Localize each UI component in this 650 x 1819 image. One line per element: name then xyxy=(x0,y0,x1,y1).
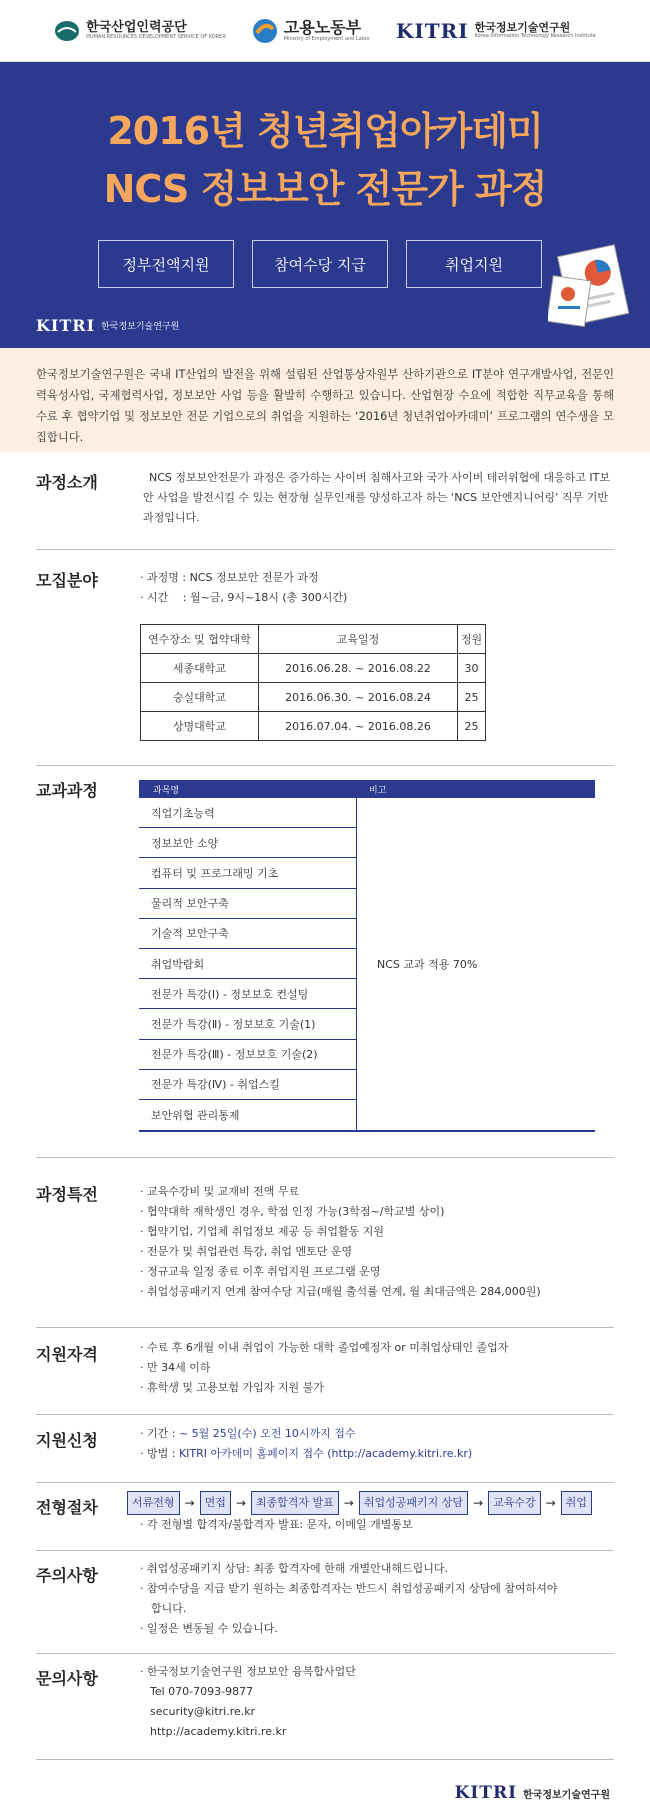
contact-org: · 한국정보기술연구원 정보보안 융복합사업단 xyxy=(140,1665,356,1678)
divider xyxy=(36,1157,614,1158)
process-section xyxy=(36,1491,614,1535)
list-item: 물리적 보안구축 xyxy=(139,889,357,919)
recruit-title: 모집분야 xyxy=(36,571,98,590)
cell-capacity: 25 xyxy=(458,712,486,741)
curriculum-head-note: 비고 xyxy=(369,785,387,796)
contact-website[interactable]: http://academy.kitri.re.kr xyxy=(150,1725,287,1738)
hero-banner xyxy=(0,62,650,348)
list-item: 컴퓨터 및 프로그래밍 기초 xyxy=(139,858,357,888)
kitri-name: 한국정보기술연구원 xyxy=(474,20,571,34)
eligibility-list xyxy=(140,1338,612,1398)
arrow-right-icon: → xyxy=(184,1496,195,1510)
overview-text: NCS 정보보안전문가 과정은 증가하는 사이버 침해사고와 국가 사이버 테러위협에 대응하고 IT보안 사업을 발전시킬 수 있는 현장형 실무인재를 양성하고자 하는 ‘NCS 보안엔지니어링’ 직무 기반 과정입니다. xyxy=(143,471,610,524)
eligibility-title: 지원자격 xyxy=(36,1345,98,1364)
banner-kitri-logo xyxy=(36,316,179,335)
table-row xyxy=(141,654,486,683)
step-package-consult: 취업성공패키지 상담 xyxy=(359,1491,468,1515)
apply-period xyxy=(140,1424,612,1444)
arrow-right-icon: → xyxy=(545,1496,556,1510)
hrdk-logo xyxy=(54,20,226,42)
cell-schedule: 2016.07.04. ~ 2016.08.26 xyxy=(259,712,458,741)
divider xyxy=(36,1414,614,1415)
overview-section xyxy=(36,468,614,528)
list-item: · 만 34세 이하 xyxy=(140,1361,211,1374)
footer-kitri-logo xyxy=(455,1783,610,1803)
list-item: 합니다. xyxy=(140,1602,187,1615)
notice-title: 주의사항 xyxy=(36,1566,98,1585)
divider xyxy=(36,549,614,550)
apply-method-label: · 방법 : xyxy=(140,1447,179,1460)
table-header-row xyxy=(141,625,486,654)
divider xyxy=(36,1759,614,1760)
contact-title: 문의사항 xyxy=(36,1669,98,1688)
contact-tel: Tel 070-7093-9877 xyxy=(150,1685,254,1698)
apply-period-label: · 기간 : xyxy=(140,1427,179,1440)
list-item: 취업박람회 xyxy=(139,949,357,979)
list-item: · 교육수강비 및 교재비 전액 무료 xyxy=(140,1185,300,1198)
chip-job-support: 취업지원 xyxy=(406,240,542,288)
curriculum-header xyxy=(139,780,595,798)
recruit-course: · 과정명 : NCS 정보보안 전문가 과정 xyxy=(140,571,319,584)
curriculum-note: NCS 교과 적용 70% xyxy=(377,958,478,972)
features-section xyxy=(36,1182,614,1302)
recruit-info xyxy=(140,568,612,608)
list-item: · 휴학생 및 고용보험 가입자 지원 불가 xyxy=(140,1381,324,1394)
list-item: · 협약대학 재학생인 경우, 학점 인정 가능(3학점~/학교별 상이) xyxy=(140,1205,445,1218)
list-item: · 전문가 및 취업관련 특강, 취업 멘토단 운영 xyxy=(140,1245,353,1258)
apply-period-value: ~ 5월 25일(수) 오전 10시까지 접수 xyxy=(178,1427,356,1440)
list-item: 보안위협 관리통제 xyxy=(151,1108,240,1122)
footer-kitri-mark: KITRI xyxy=(454,1783,518,1803)
list-item: 정보보안 소양 xyxy=(139,828,357,858)
divider xyxy=(36,1653,614,1654)
contact-email[interactable]: security@kitri.re.kr xyxy=(150,1705,256,1718)
subject-list xyxy=(139,798,357,1130)
step-final-announce: 최종합격자 발표 xyxy=(251,1491,339,1515)
step-document: 서류전형 xyxy=(127,1491,180,1515)
step-employment: 취업 xyxy=(561,1491,592,1515)
curriculum-table xyxy=(139,780,595,1132)
divider xyxy=(36,1327,614,1328)
kitri-subname: Korea Information Technology Research Institute xyxy=(474,32,596,39)
arrow-right-icon: → xyxy=(473,1496,484,1510)
process-body xyxy=(127,1491,617,1535)
list-item: 전문가 특강(Ⅱ) - 정보보호 기술(1) xyxy=(139,1009,357,1039)
list-item: 전문가 특강(Ⅳ) - 취업스킬 xyxy=(139,1070,357,1100)
chip-full-support: 정부전액지원 xyxy=(98,240,234,288)
moel-name: 고용노동부 xyxy=(283,17,362,37)
apply-method xyxy=(140,1444,612,1464)
curriculum-title: 교과과정 xyxy=(36,781,98,800)
th-schedule: 교육일정 xyxy=(259,625,458,654)
contact-list xyxy=(140,1662,612,1742)
divider xyxy=(36,1482,614,1483)
cell-schedule: 2016.06.30. ~ 2016.08.24 xyxy=(259,683,458,712)
kitri-logo xyxy=(396,19,596,43)
chip-allowance: 참여수당 지급 xyxy=(252,240,388,288)
list-item: 전문가 특강(Ⅰ) - 정보보호 컨설팅 xyxy=(139,979,357,1009)
footer-kitri-name: 한국정보기술연구원 xyxy=(523,1789,610,1801)
cell-location: 숭실대학교 xyxy=(141,683,259,712)
cell-capacity: 30 xyxy=(458,654,486,683)
table-row xyxy=(141,683,486,712)
th-location: 연수장소 및 협약대학 xyxy=(141,625,259,654)
apply-section xyxy=(36,1424,614,1468)
eligibility-section xyxy=(36,1338,614,1398)
overview-title: 과정소개 xyxy=(36,473,98,492)
kitri-mark: KITRI xyxy=(396,18,469,43)
process-title: 전형절차 xyxy=(36,1498,98,1517)
contact-section xyxy=(36,1662,614,1746)
intro-paragraph: 한국정보기술연구원은 국내 IT산업의 발전을 위해 설립된 산업통상자원부 산하기관으로 IT분야 연구개발사업, 전문인력육성사업, 국제협력사업, 정보보안 사업 등을 활발히 수행하고 있습니다. 산업현장 수요에 적합한 직무교육을 통해 수료 후 협약기업 및 정보보안 전문 기업으로의 취업을 지원하는 ‘2016년 청년취업아카데미’ 프로그램의 연수생을 모집합니다. xyxy=(0,348,650,452)
list-item: 전문가 특강(Ⅲ) - 정보보호 기술(2) xyxy=(139,1040,357,1070)
moel-emblem-icon xyxy=(252,18,278,44)
recruit-time: · 시간 : 월~금, 9시~18시 (총 300시간) xyxy=(140,591,348,604)
hrdk-emblem-icon xyxy=(54,20,80,42)
banner-title-line2: NCS 정보보안 전문가 과정 xyxy=(103,167,547,211)
list-item: · 정규교육 일정 종료 이후 취업지원 프로그램 운영 xyxy=(140,1265,381,1278)
notice-section xyxy=(36,1559,614,1643)
list-item: 직업기초능력 xyxy=(139,798,357,828)
list-item: 기술적 보안구축 xyxy=(139,919,357,949)
list-item: · 참여수당을 지급 받기 원하는 최종합격자는 반드시 취업성공패키지 상담에 참여하셔야 xyxy=(140,1582,558,1595)
divider xyxy=(36,765,614,766)
features-list xyxy=(140,1182,612,1302)
features-title: 과정특전 xyxy=(36,1185,98,1204)
list-item: · 수료 후 6개월 이내 취업이 가능한 대학 졸업예정자 or 미취업상태인 졸업자 xyxy=(140,1341,509,1354)
apply-method-link[interactable]: KITRI 아카데미 홈페이지 접수 (http://academy.kitri.re.kr) xyxy=(178,1447,473,1460)
table-row xyxy=(141,712,486,741)
list-item: · 취업성공패키지 연계 참여수당 지급(매월 출석률 연계, 월 최대금액은 284,000원) xyxy=(140,1285,541,1298)
step-interview: 면접 xyxy=(200,1491,231,1515)
partner-logos xyxy=(0,0,650,62)
curriculum-body xyxy=(139,798,595,1132)
divider xyxy=(36,1550,614,1551)
th-capacity: 정원 xyxy=(458,625,486,654)
cell-capacity: 25 xyxy=(458,683,486,712)
cell-location: 상명대학교 xyxy=(141,712,259,741)
banner-title-line1: 2016년 청년취업아카데미 xyxy=(107,109,543,153)
arrow-right-icon: → xyxy=(343,1496,354,1510)
arrow-right-icon: → xyxy=(235,1496,246,1510)
hrdk-subname: HUMAN RESOURCES DEVELOPMENT SERVICE OF KOREA xyxy=(86,33,226,40)
process-note: · 각 전형별 합격자/불합격자 발표: 문자, 이메일 개별통보 xyxy=(140,1518,413,1531)
apply-info xyxy=(140,1424,612,1464)
list-item: · 협약기업, 기업체 취업정보 제공 등 취업활동 지원 xyxy=(140,1225,384,1238)
apply-title: 지원신청 xyxy=(36,1431,98,1450)
list-item: · 일정은 변동될 수 있습니다. xyxy=(140,1622,278,1635)
hrdk-name: 한국산업인력공단 xyxy=(86,19,187,35)
cell-location: 세종대학교 xyxy=(141,654,259,683)
moel-logo xyxy=(252,18,370,44)
documents-chart-illustration-icon xyxy=(548,238,638,330)
recruit-table xyxy=(140,624,486,741)
cell-schedule: 2016.06.28. ~ 2016.08.22 xyxy=(259,654,458,683)
banner-kitri-name: 한국정보기술연구원 xyxy=(101,322,180,332)
moel-subname: Ministry of Employment and Labor xyxy=(283,35,371,42)
process-steps xyxy=(127,1491,617,1515)
benefit-chips xyxy=(98,240,542,288)
banner-kitri-mark: KITRI xyxy=(36,316,96,335)
notice-list xyxy=(140,1559,612,1639)
curriculum-head-subject: 과목명 xyxy=(153,785,180,796)
list-item: · 취업성공패키지 상담: 최종 합격자에 한해 개별안내해드립니다. xyxy=(140,1562,448,1575)
step-training: 교육수강 xyxy=(488,1491,541,1515)
